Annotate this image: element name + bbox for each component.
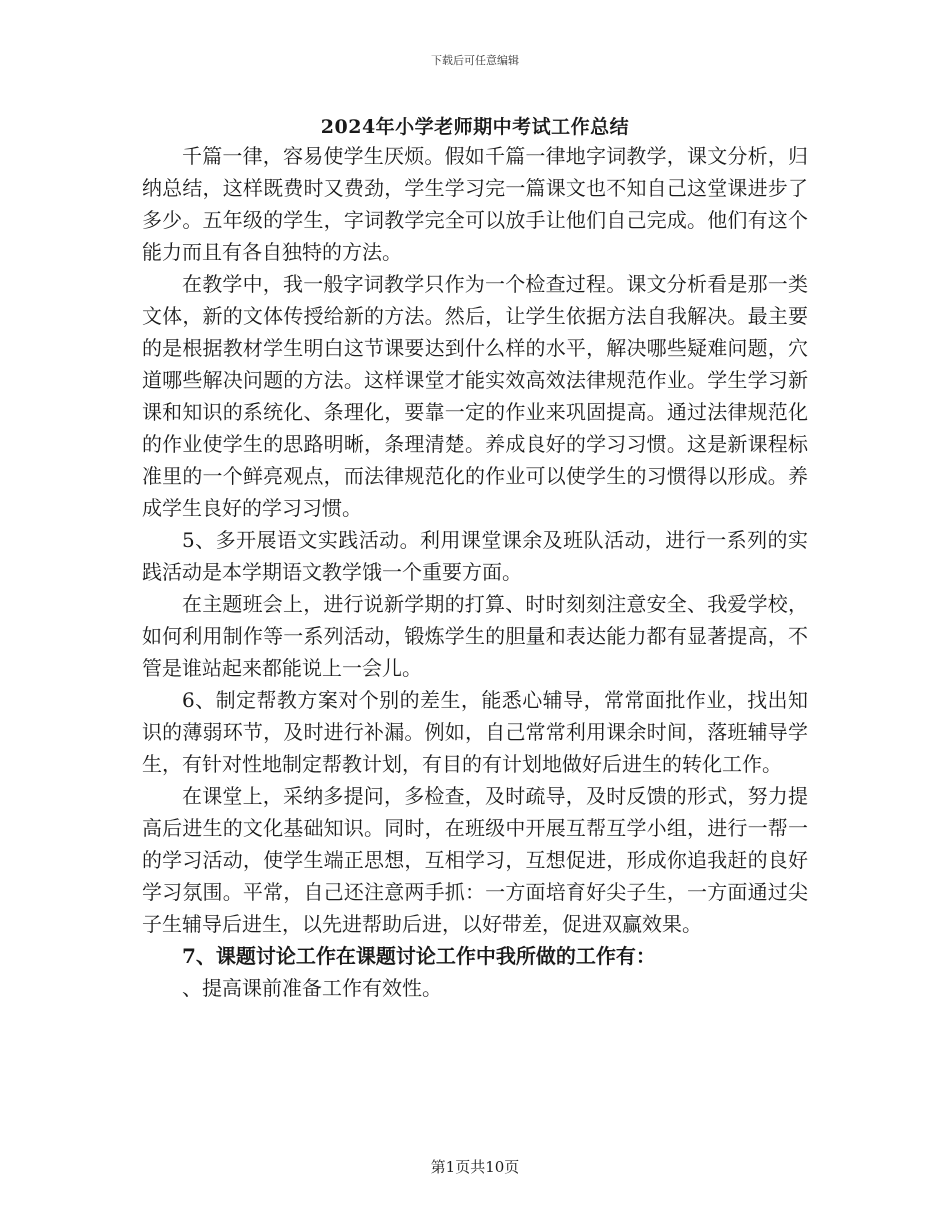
section-heading: 7、课题讨论工作在课题讨论工作中我所做的工作有： (182, 944, 656, 968)
paragraph: 、提高课前准备工作有效性。 (182, 976, 442, 1000)
paragraph: 千篇一律，容易使学生厌烦。假如千篇一律地字词教学，课文分析，归纳总结，这样既费时又费劲，学生学习完一篇课文也不知自己这堂课进步了多少。五年级的学生，字词教学完全可以放手让他们自己完成。他们有这个能力而且有各自独特的方法。 (142, 144, 808, 264)
document-title: 2024年小学老师期中考试工作总结 (320, 116, 630, 138)
page-number: 第1页共10页 (430, 1158, 520, 1176)
paragraph: 5、多开展语文实践活动。利用课堂课余及班队活动，进行一系列的实践活动是本学期语文教学饿一个重要方面。 (142, 528, 808, 584)
document-body (142, 140, 808, 1004)
paragraph: 在主题班会上，进行说新学期的打算、时时刻刻注意安全、我爱学校，如何利用制作等一系列活动，锻炼学生的胆量和表达能力都有显著提高，不管是谁站起来都能说上一会儿。 (142, 592, 808, 680)
paragraph: 在课堂上，采纳多提问，多检查，及时疏导，及时反馈的形式，努力提高后进生的文化基础知识。同时，在班级中开展互帮互学小组，进行一帮一的学习活动，使学生端正思想，互相学习，互想促进，形成你追我赶的良好学习氛围。平常，自己还注意两手抓：一方面培育好尖子生，一方面通过尖子生辅导后进生，以先进帮助后进，以好带差，促进双赢效果。 (142, 784, 808, 936)
paragraph: 在教学中，我一般字词教学只作为一个检查过程。课文分析看是那一类文体，新的文体传授给新的方法。然后，让学生依据方法自我解决。最主要的是根据教材学生明白这节课要达到什么样的水平，解决哪些疑难问题，穴道哪些解决问题的方法。这样课堂才能实效高效法律规范作业。学生学习新课和知识的系统化、条理化，要靠一定的作业来巩固提高。通过法律规范化的作业使学生的思路明晰，条理清楚。养成良好的学习习惯。这是新课程标准里的一个鲜亮观点，而法律规范化的作业可以使学生的习惯得以形成。养成学生良好的学习习惯。 (142, 272, 808, 520)
paragraph: 6、制定帮教方案对个别的差生，能悉心辅导，常常面批作业，找出知识的薄弱环节，及时进行补漏。例如，自己常常利用课余时间，落班辅导学生，有针对性地制定帮教计划，有目的有计划地做好后进生的转化工作。 (142, 688, 808, 776)
header-note: 下载后可任意编辑 (431, 54, 519, 67)
